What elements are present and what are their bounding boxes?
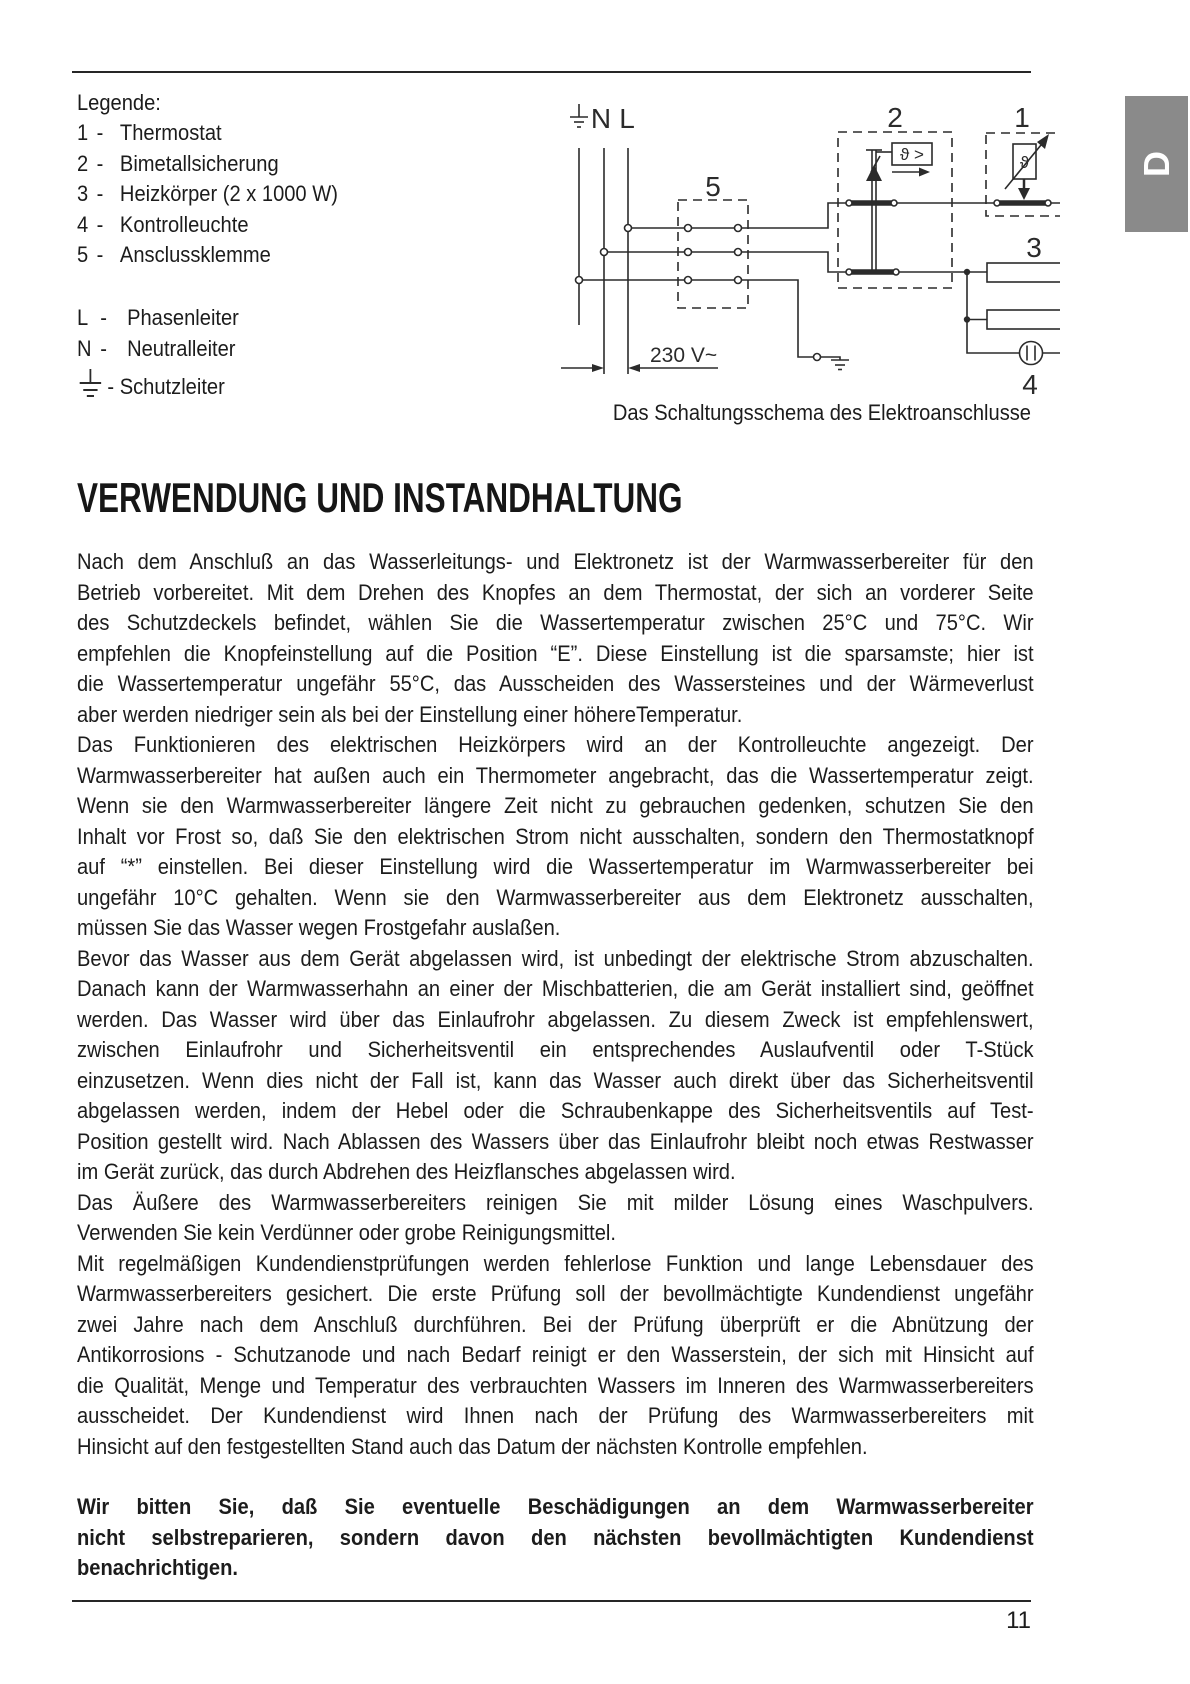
legend-ground-row (77, 366, 452, 404)
body-line: Position gestellt wird. Nach Ablassen des Wassers über das Einlaufrohr bleibt noch etwas Restwasser (77, 1128, 1034, 1154)
indicator-lamp-symbol (1020, 342, 1043, 365)
legend-title: Legende: (77, 90, 161, 115)
label-neutral: N (590, 103, 612, 134)
heater-element-2 (987, 310, 1060, 329)
body-text (77, 547, 1034, 1584)
ground-symbol-supply (570, 104, 588, 127)
legend-ground-label (107, 366, 224, 402)
legend-item: 5 - Ansclussklemme (77, 242, 271, 268)
legend-wire-item: N - Neutralleiter (77, 335, 236, 361)
body-line: aber werden niedriger sein als bei der Einstellung einer höhereTemperatur. (77, 701, 743, 727)
page-number: 11 (1006, 1607, 1031, 1634)
body-line: abgelassen werden, indem der Hebel oder die Schraubenkappe des Sicherheitsventils auf Test- (77, 1098, 1034, 1123)
label-thermostat: 1 (1014, 102, 1030, 133)
body-line: auf “*” einstellen. Bei dieser Einstellung wird die Wassertemperatur im Warmwasserbereiter bei (77, 854, 1034, 879)
legend (77, 88, 452, 404)
body-line: zwei Jahre nach dem Anschluß durchführen. Bei der Prüfung überprüft er die Abnützung der (77, 1311, 1034, 1337)
dash: - (107, 374, 115, 400)
body-line: benachrichtigen. (77, 1555, 238, 1580)
section-tab (1125, 96, 1188, 232)
legend-item: 3 - Heizkörper (2 x 1000 W) (77, 181, 338, 207)
section-tab-letter: D (1135, 151, 1177, 177)
bimetal-theta-label: ϑ > (900, 145, 924, 164)
body-line: Warmwasserbereiter hat außen auch ein Thermometer angebracht, das die Wassertemperatur zeigt. (77, 762, 1034, 788)
body-line: zwischen Einlaufrohr und Sicherheitsventil ein entsprechendes Auslaufventil oder T-Stück (77, 1037, 1034, 1062)
ground-symbol-chassis (821, 357, 850, 370)
body-paragraph (77, 547, 1034, 730)
body-line: empfehlen die Knopfeinstellung auf die Position “E”. Diese Einstellung ist die sparsamste; hier ist (77, 640, 1034, 666)
body-line: einzusetzen. Wenn dies nicht der Fall ist, kann das Wasser auch direkt über das Sicherheitsventil (77, 1067, 1034, 1093)
body-line: Antikorrosions - Schutzanode und nach Bedarf reinigt er den Wasserstein, der sich mit Hinsicht auf (77, 1342, 1034, 1367)
legend-wires (77, 303, 452, 364)
body-line: Warmwasserbereiters gesichert. Die erste Prüfung soll der bevollmächtigte Kundendienst ungefähr (77, 1281, 1034, 1306)
legend-items (77, 118, 452, 270)
notice-paragraph (77, 1492, 1034, 1584)
body-line: Nach dem Anschluß an das Wasserleitungs- und Elektronetz ist der Warmwasserbereiter für den (77, 549, 1034, 574)
diagram-caption: Das Schaltungsschema des Elektroanschlusse (612, 400, 1031, 425)
body-line: Das Äußere des Warmwasserbereiters reinigen Sie mit milder Lösung eines Waschpulvers. (77, 1189, 1034, 1215)
label: Schutzleiter (119, 374, 225, 400)
body-paragraph (77, 1188, 1034, 1249)
body-line: Wenn sie den Warmwasserbereiter längere Zeit nicht zu gebrauchen gedenken, schutzen Sie den (77, 793, 1034, 818)
body-line: Inhalt vor Frost so, daß Sie den elektrischen Strom nicht ausschalten, sondern den Thermostatknopf (77, 823, 1034, 849)
body-line: Wir bitten Sie, daß Sie eventuelle Beschädigungen an dem Warmwasserbereiter (77, 1494, 1034, 1519)
body-line: Mit regelmäßigen Kundendienstprüfungen werden fehlerlose Funktion und lange Lebensdauer des (77, 1250, 1034, 1276)
legend-wire-item: L - Phasenleiter (77, 305, 239, 331)
body-line: die Wassertemperatur ungefähr 55°C, das Ausscheiden des Wassersteines und der Wärmeverlust (77, 671, 1034, 696)
legend-item: 1 - Thermostat (77, 120, 222, 146)
body-line: Hinsicht auf den festgestellten Stand auch das Datum der nächsten Kontrolle empfehlen. (77, 1433, 868, 1459)
legend-item: 4 - Kontrolleuchte (77, 211, 249, 237)
body-line: die Qualität, Menge und Temperatur des verbrauchten Wassers im Inneren des Warmwasserbereiters (77, 1372, 1034, 1398)
body-line: Danach kann der Warmwasserhahn an einer der Mischbatterien, die am Gerät installiert sind, geöffnet (77, 976, 1034, 1001)
body-line: werden. Das Wasser wird über das Einlaufrohr abgelassen. Zu diesem Zweck ist empfehlenswert, (77, 1006, 1034, 1032)
earth-ground-icon (77, 366, 104, 404)
body-line: des Schutzdeckels befindet, wählen Sie die Wassertemperatur zwischen 25°C und 75°C. Wir (77, 610, 1034, 635)
body-line: ausscheidet. Der Kundendienst wird Ihnen nach der Prüfung des Warmwasserbereiters mit (77, 1403, 1034, 1428)
label-lamp: 4 (1022, 369, 1038, 400)
heater-element-1 (987, 263, 1060, 282)
page-title: VERWENDUNG UND INSTANDHALTUNG (77, 474, 683, 521)
body-line: ungefähr 10°C gehalten. Wenn sie den Warmwasserbereiter aus dem Elektronetz ausschalten, (77, 884, 1034, 910)
circuit-diagram (500, 90, 1060, 410)
label-voltage: 230 V~ (650, 344, 718, 367)
label-bimetal: 2 (887, 102, 903, 133)
body-line: Bevor das Wasser aus dem Gerät abgelassen wird, ist unbedingt der elektrische Strom abzuschalten. (77, 945, 1034, 971)
footer-rule (72, 1600, 1031, 1602)
label-heaters: 3 (1026, 232, 1042, 263)
body-line: Verwenden Sie kein Verdünner oder grobe Reinigungsmittel. (77, 1220, 616, 1245)
legend-item: 2 - Bimetallsicherung (77, 150, 279, 176)
label-phase: L (619, 103, 635, 134)
label-terminal-block: 5 (705, 171, 721, 202)
bimetal-fuse-box (838, 132, 952, 288)
body-line: müssen Sie das Wasser wegen Frostgefahr auslaßen. (77, 915, 561, 940)
body-line: Betrieb vorbereitet. Mit dem Drehen des Knopfes an dem Thermostat, der sich an vorderer Seite (77, 579, 1034, 605)
top-rule (72, 71, 1031, 73)
thermostat-theta-label: ϑ (1019, 153, 1030, 172)
body-line: nicht selbstreparieren, sondern davon den nächsten bevollmächtigten Kundendienst (77, 1524, 1034, 1550)
body-line: im Gerät zurück, das durch Abdrehen des Heizflansches abgelassen wird. (77, 1159, 736, 1184)
body-paragraph (77, 1249, 1034, 1463)
body-paragraph (77, 730, 1034, 944)
body-line: Das Funktionieren des elektrischen Heizkörpers wird an der Kontrolleuchte angezeigt. Der (77, 732, 1034, 757)
body-paragraph (77, 944, 1034, 1188)
